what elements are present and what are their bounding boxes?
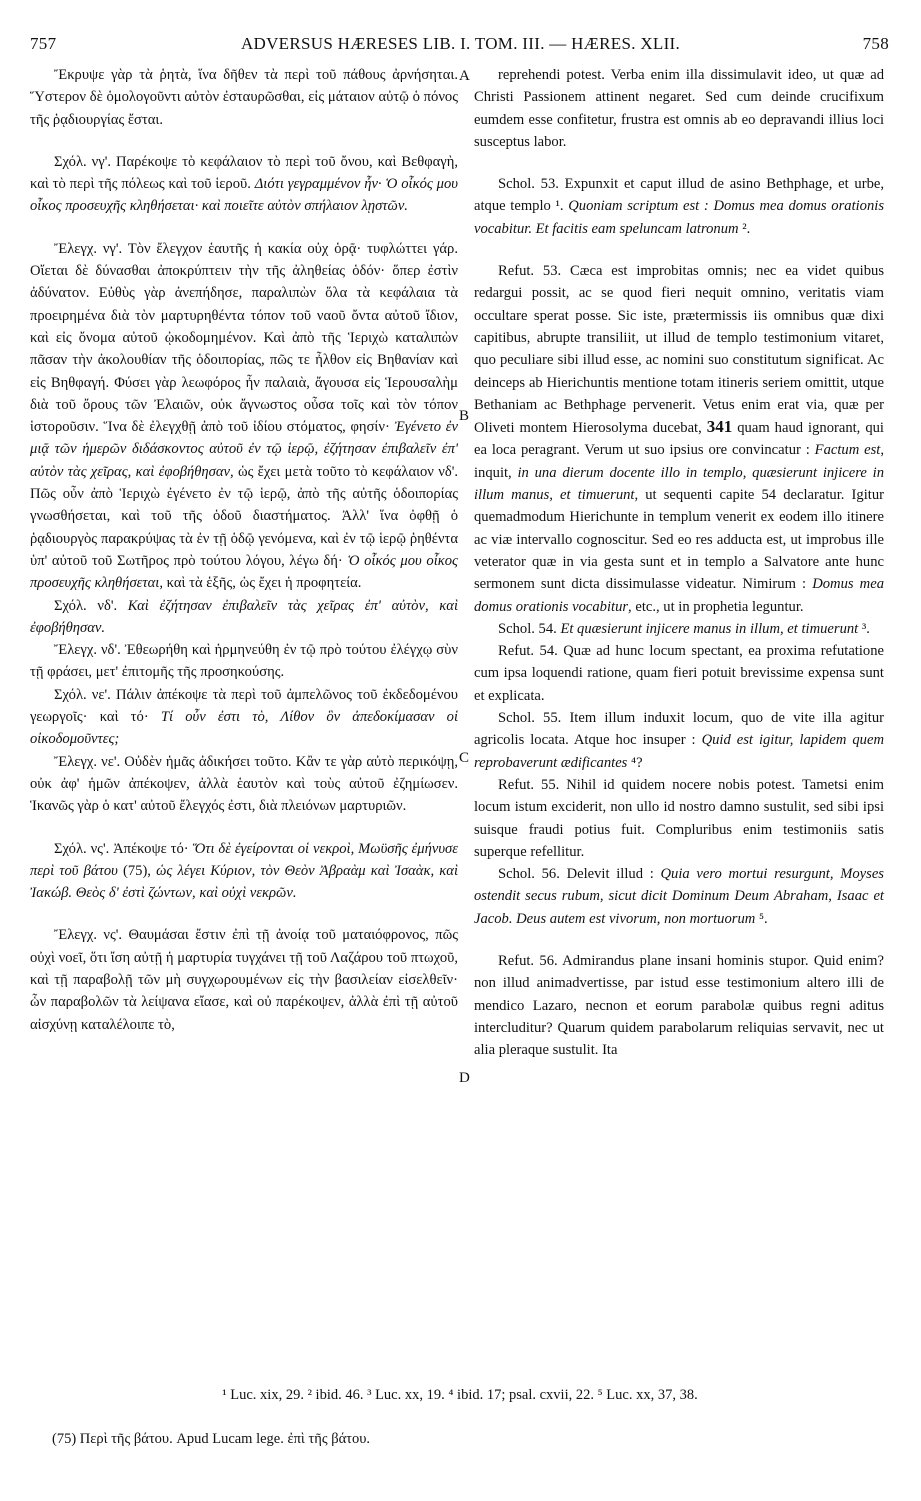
text-segment: Ἔκρυψε γὰρ τὰ ῥητὰ, ἵνα δῆθεν τὰ περὶ τοῦ πάθους ἀρνήσηται. Ὕστερον δὲ ὁμολογοῦντι αὐτὸν ἐσταυρῶσθαι, εἰς μάταιον αὐτῷ ὁ πόνος τῆς ῥᾳδιουργίας ἔσται. [30, 67, 458, 128]
text-segment: Quia vero mortui resurgunt, Moyses ostendit secus rubum, sicut dicit Dominum Deum Abraham, Isaac et Jacob. Deus autem est vivorum, non mortuorum [474, 866, 884, 927]
text-segment: in una dierum docente illo in templo, quæsierunt injicere in illum manus, et timuerunt [474, 464, 884, 504]
latin_column-paragraph [474, 260, 884, 618]
margin-letter-c: C [459, 750, 470, 766]
text-segment: Refut. 56. Admirandus plane insani hominis stupor. Quid enim? non illud animadvertisse, par istud esse testimonium altero illi de mendico Lazaro, necnon et eorum parabolæ quibus regni aditus intercluditur? Quarum quidem parabolarum reliquias servavit, nec ut alia pleraque sustulit. Ita [474, 952, 884, 1059]
text-segment: Ἐγένετο ἐν μιᾷ τῶν ἡμερῶν διδάσκοντος αὐτοῦ ἐν τῷ ἱερῷ, ἐζήτησαν ἐπιβαλεῖν ἐπ' αὐτὸν τὰς χεῖρας, καὶ ἐφοβήθησαν, [30, 419, 458, 480]
text-segment: Et quæsierunt injicere manus in illum, et timuerunt [560, 620, 859, 637]
text-segment: Schol. 53. Expunxit et caput illud de asino Bethphage, et urbe, atque templo ¹. [474, 176, 884, 215]
text-segment: Ἔλεγχ. νς'. Θαυμάσαι ἔστιν ἐπὶ τῇ ἀνοίᾳ τοῦ ματαιόφρονος, πῶς οὐχὶ νοεῖ, ὅτι ἴση αὐτῇ ἡ μαρτυρία τυγχάνει τῇ τοῦ Λαζάρου τοῦ πτωχοῦ, καὶ τῇ παραβολῇ τῶν μὴ συγχωρουμένων εἰς τὴν βασιλείαν εἰσελθεῖν· ὧν παραβολῶν τὰ λείψανα εἴασε, καὶ οὐ παρέκοψεν, ἀλλὰ ἐπὶ τῇ αὐτοῦ αἰσχύνῃ καταλέλοιπε τὸ, [30, 927, 458, 1033]
text-segment: Ἔλεγχ. νε'. Οὐδὲν ἡμᾶς ἀδικήσει τοῦτο. Κἂν τε γὰρ αὐτὸ περικόψῃ, οὐκ ἀφ' ἡμῶν ἀπέκοψεν, ἀλλὰ ἑαυτὸν καὶ τοὺς αὐτοῦ ἐζημίωσεν. Ἱκανῶς γὰρ ὁ κατ' αὐτοῦ ἔλεγχός ἐστι, διὰ πλειόνων μαρτυριῶν. [30, 753, 458, 815]
text-segment: Quoniam scriptum est : Domus mea domus orationis vocabitur. Et facitis eam speluncam latronum [474, 198, 885, 237]
latin-column [474, 64, 884, 1061]
latin_column-paragraph [474, 707, 884, 774]
page-number-right: 758 [862, 34, 889, 53]
text-segment: Τί οὖν ἐστι τὸ, Λίθον ὃν ἀπεδοκίμασαν οἱ οἰκοδομοῦντες; [30, 709, 458, 748]
text-segment: 341 [706, 417, 733, 437]
footnotes: ¹ Luc. xix, 29. ² ibid. 46. ³ Luc. xx, 19. ⁴ ibid. 17; psal. cxvii, 22. ⁵ Luc. xx, 37, 38. [222, 1387, 698, 1403]
latin_column-paragraph [474, 640, 884, 707]
text-segment: Ἔλεγχ. νδ'. Ἐθεωρήθη καὶ ἡρμηνεύθη ἐν τῷ πρὸ τούτου ἐλέγχῳ σὺν τῇ φράσει, μετ' ἐπιτομῆς τῆς προσηκούσης. [30, 642, 458, 681]
text-segment: ³. [858, 620, 870, 637]
text-segment: Ὅτι δὲ ἐγείρονται οἱ νεκροὶ, Μωϋσῆς ἐμήνυσε περὶ τοῦ βάτου [30, 840, 458, 879]
margin-letter-b: B [459, 408, 470, 424]
greek_column-paragraph [30, 924, 458, 1035]
latin_column-paragraph [474, 863, 884, 930]
variant-note: (75) Περὶ τῆς βάτου. Apud Lucam lege. ἐπὶ τῆς βάτου. [52, 1431, 371, 1447]
text-segment: Σχόλ. νγ'. Παρέκοψε τὸ κεφάλαιον τὸ περὶ τοῦ ὄνου, καὶ Βεθφαγὴ, καὶ τὸ περὶ τῆς πόλεως καὶ τοῦ ἱεροῦ. [30, 153, 458, 193]
greek_column-paragraph [30, 64, 458, 131]
text-segment: Ἔλεγχ. νγ'. Τὸν ἔλεγχον ἑαυτῆς ἡ κακία οὐχ ὁρᾷ· τυφλώττει γάρ. Οἴεται δὲ δύνασθαι ἀποκρύπτειν τὴν τῆς ἀληθείας ὁδόν· ὅπερ ἐστὶν ἀδύνατον. Εὐθὺς γὰρ ἀνεπήδησε, παραλιπὼν ὅλα τὰ κεφάλαια τὰ προειρημένα διὰ τὸν μαρτυρηθέντα τόπον τοῦ ναοῦ ὄντα αὐτοῦ ἴδιον, καὶ εἰς ὄνομα αὐτοῦ ᾠκοδομημένον. Καὶ ἀπὸ τῆς Ἱεριχὼ καταλιπὼν πᾶσαν τὴν ἀκολουθίαν τῆς ὁδοιπορίας, πῶς τε ἦλθον εἰς Βηθανίαν καὶ εἰς Βηθφαγή. Φύσει γὰρ λεωφόρος ἦν παλαιὰ, ἄγουσα εἰς Ἱερουσαλὴμ διὰ τοῦ ὄρους τῶν Ἐλαιῶν, οὐκ ἄγνωστος οὖσα τοῖς καὶ τὸν τόπον ἱστοροῦσιν. Ἵνα δὲ ἐλεγχθῇ ἀπὸ τοῦ ἰδίου στόματος, φησίν· [30, 240, 458, 436]
margin-letter-a: A [459, 68, 470, 84]
page-number-left: 757 [30, 34, 57, 53]
latin_column-paragraph [474, 618, 884, 640]
text-segment: reprehendi potest. Verba enim illa dissimulavit ideo, ut quæ ad Christi Passionem attinent negaret. Sed cum deinde crucifixum eumdem esse confitetur, frustra est omnis ab eo depravandi illius loci susceptus labor. [474, 67, 884, 150]
text-segment: , ut sequenti capite 54 declaratur. Igitur quemadmodum Hierichunte in templum venerit ex eodem illo itinere ac viæ intervallo cognoscitur. Sed eo res adducta est, ut improbus ille veterator quæ in via gesta sunt et in templo a Salvatore ante hunc sermonem sunt dicta dissimulasse videatur. Nimirum : [474, 487, 884, 593]
greek_column-paragraph [30, 639, 458, 684]
greek_column-paragraph [30, 238, 458, 595]
greek_column-paragraph [30, 751, 458, 818]
text-segment: Καὶ ἐζήτησαν ἐπιβαλεῖν τὰς χεῖρας ἐπ' αὐτὸν, καὶ ἐφοβήθησαν. [30, 597, 458, 636]
text-segment: ⁴? [627, 754, 643, 771]
text-segment: Refut. 55. Nihil id quidem nocere nobis potest. Tametsi enim locum istum exciderit, non ullo id nostro damno sustulit, sed sibi ipsi suisque fraudi potius fuit. Compluribus enim testimoniis satis superque refellitur. [474, 776, 884, 860]
text-segment: Refut. 53. Cæca est improbitas omnis; nec ea videt quibus redargui possit, ac se quod fieri nequit omnino, veritatis viam occultare sperat posse. Sic iste, prætermissis iis omnibus quæ dixi capitibus, abrupte transiliit, ut illud de templo testimonium vitaret, quo peculiare sibi illud esse, ac nomini suo constitutum significat. Ac deinceps ab Hierichuntis mentione totam itineris seriem omittit, utque Bethaniam ac Bethphage pervenerit. Vetus enim erat via, quæ per Oliveti montem Hierosolyma ducebat, [474, 263, 884, 437]
greek_column-paragraph [30, 684, 458, 751]
text-segment: ὡς ἔχει μετὰ τοῦτο τὸ κεφάλαιον νδ'. Πῶς οὖν ἀπὸ Ἱεριχὼ ἐγένετο ἐν τῷ ἱερῷ, ἀπὸ τῆς αὐτῆς ὁδοιπορίας γνωσθήσεται, καὶ τοῦ τῆς ὁδοῦ διαστήματος. Ἀλλ' ἵνα ὀφθῇ ὁ ῥᾳδιουργὸς παρακρύψας τὰ ἐν τῇ ὁδῷ γενόμενα, καὶ ἐν τῷ ἱερῷ ῥηθέντα ὑπ' αὐτοῦ τοῦ Σωτῆρος πρὸ τούτου λόγου, λέγω δή· [30, 463, 458, 569]
text-segment: Refut. 54. Quæ ad hunc locum spectant, ea proxima refutatione cum ipsa loquendi ratione, quam fieri potuit brevissime expensa sunt et explicata. [474, 643, 884, 704]
text-segment: Schol. 56. Delevit illud : [498, 866, 661, 883]
text-segment: , inquit, [474, 442, 884, 481]
text-segment: Διότι γεγραμμένον ἦν· Ὁ οἶκός μου οἶκος προσευχῆς κληθήσεται· καὶ ποιεῖτε αὐτὸν σπήλαιον λῃστῶν. [30, 176, 458, 215]
greek_column-paragraph [30, 838, 458, 905]
latin_column-paragraph [474, 774, 884, 863]
text-segment: Ὁ οἶκός μου οἶκος προσευχῆς κληθήσεται, [30, 552, 458, 592]
text-segment: (75), [117, 862, 157, 879]
text-segment: Domus mea domus orationis vocabitur [474, 576, 884, 615]
text-segment: Schol. 55. Item illum induxit locum, quo de vite illa agitur agricolis locata. Atque hoc insuper : [474, 710, 884, 749]
greek-column [30, 64, 458, 1036]
greek_column-paragraph [30, 595, 458, 640]
text-segment: Schol. 54. [498, 620, 561, 637]
text-segment: Quid est igitur, lapidem quem reprobaverunt ædificantes [474, 732, 884, 771]
text-segment: Σχόλ. νς'. Ἀπέκοψε τό· [54, 840, 193, 857]
margin-letter-d: D [459, 1070, 470, 1086]
text-segment: quam haud ignorant, qui ea loca peragrant. Verum ut suo ipsius ore convincatur : [474, 420, 884, 459]
latin_column-paragraph [474, 64, 884, 153]
text-segment: , etc., ut in prophetia leguntur. [628, 598, 804, 615]
greek_column-paragraph [30, 151, 458, 218]
text-segment: Σχόλ. νε'. Πάλιν ἀπέκοψε τὰ περὶ τοῦ ἀμπελῶνος τοῦ ἐκδεδομένου γεωργοῖς· καὶ τό· [30, 686, 458, 726]
text-segment: ὡς λέγει Κύριον, τὸν Θεὸν Ἀβραὰμ καὶ Ἰσαὰκ, καὶ Ἰακώβ. Θεὸς δ' ἐστὶ ζώντων, καὶ οὐχὶ νεκρῶν. [30, 862, 458, 902]
text-segment: ². [738, 220, 751, 237]
text-segment: Σχόλ. νδ'. [54, 597, 128, 614]
latin_column-paragraph [474, 173, 884, 240]
text-segment: ⁵. [755, 910, 768, 927]
text-segment: καὶ τὰ ἑξῆς, ὡς ἔχει ἡ προφητεία. [163, 575, 362, 592]
text-segment: Factum est [814, 442, 881, 459]
latin_column-paragraph [474, 950, 884, 1061]
running-title: ADVERSUS HÆRESES LIB. I. TOM. III. — HÆRES. XLII. [240, 34, 681, 53]
